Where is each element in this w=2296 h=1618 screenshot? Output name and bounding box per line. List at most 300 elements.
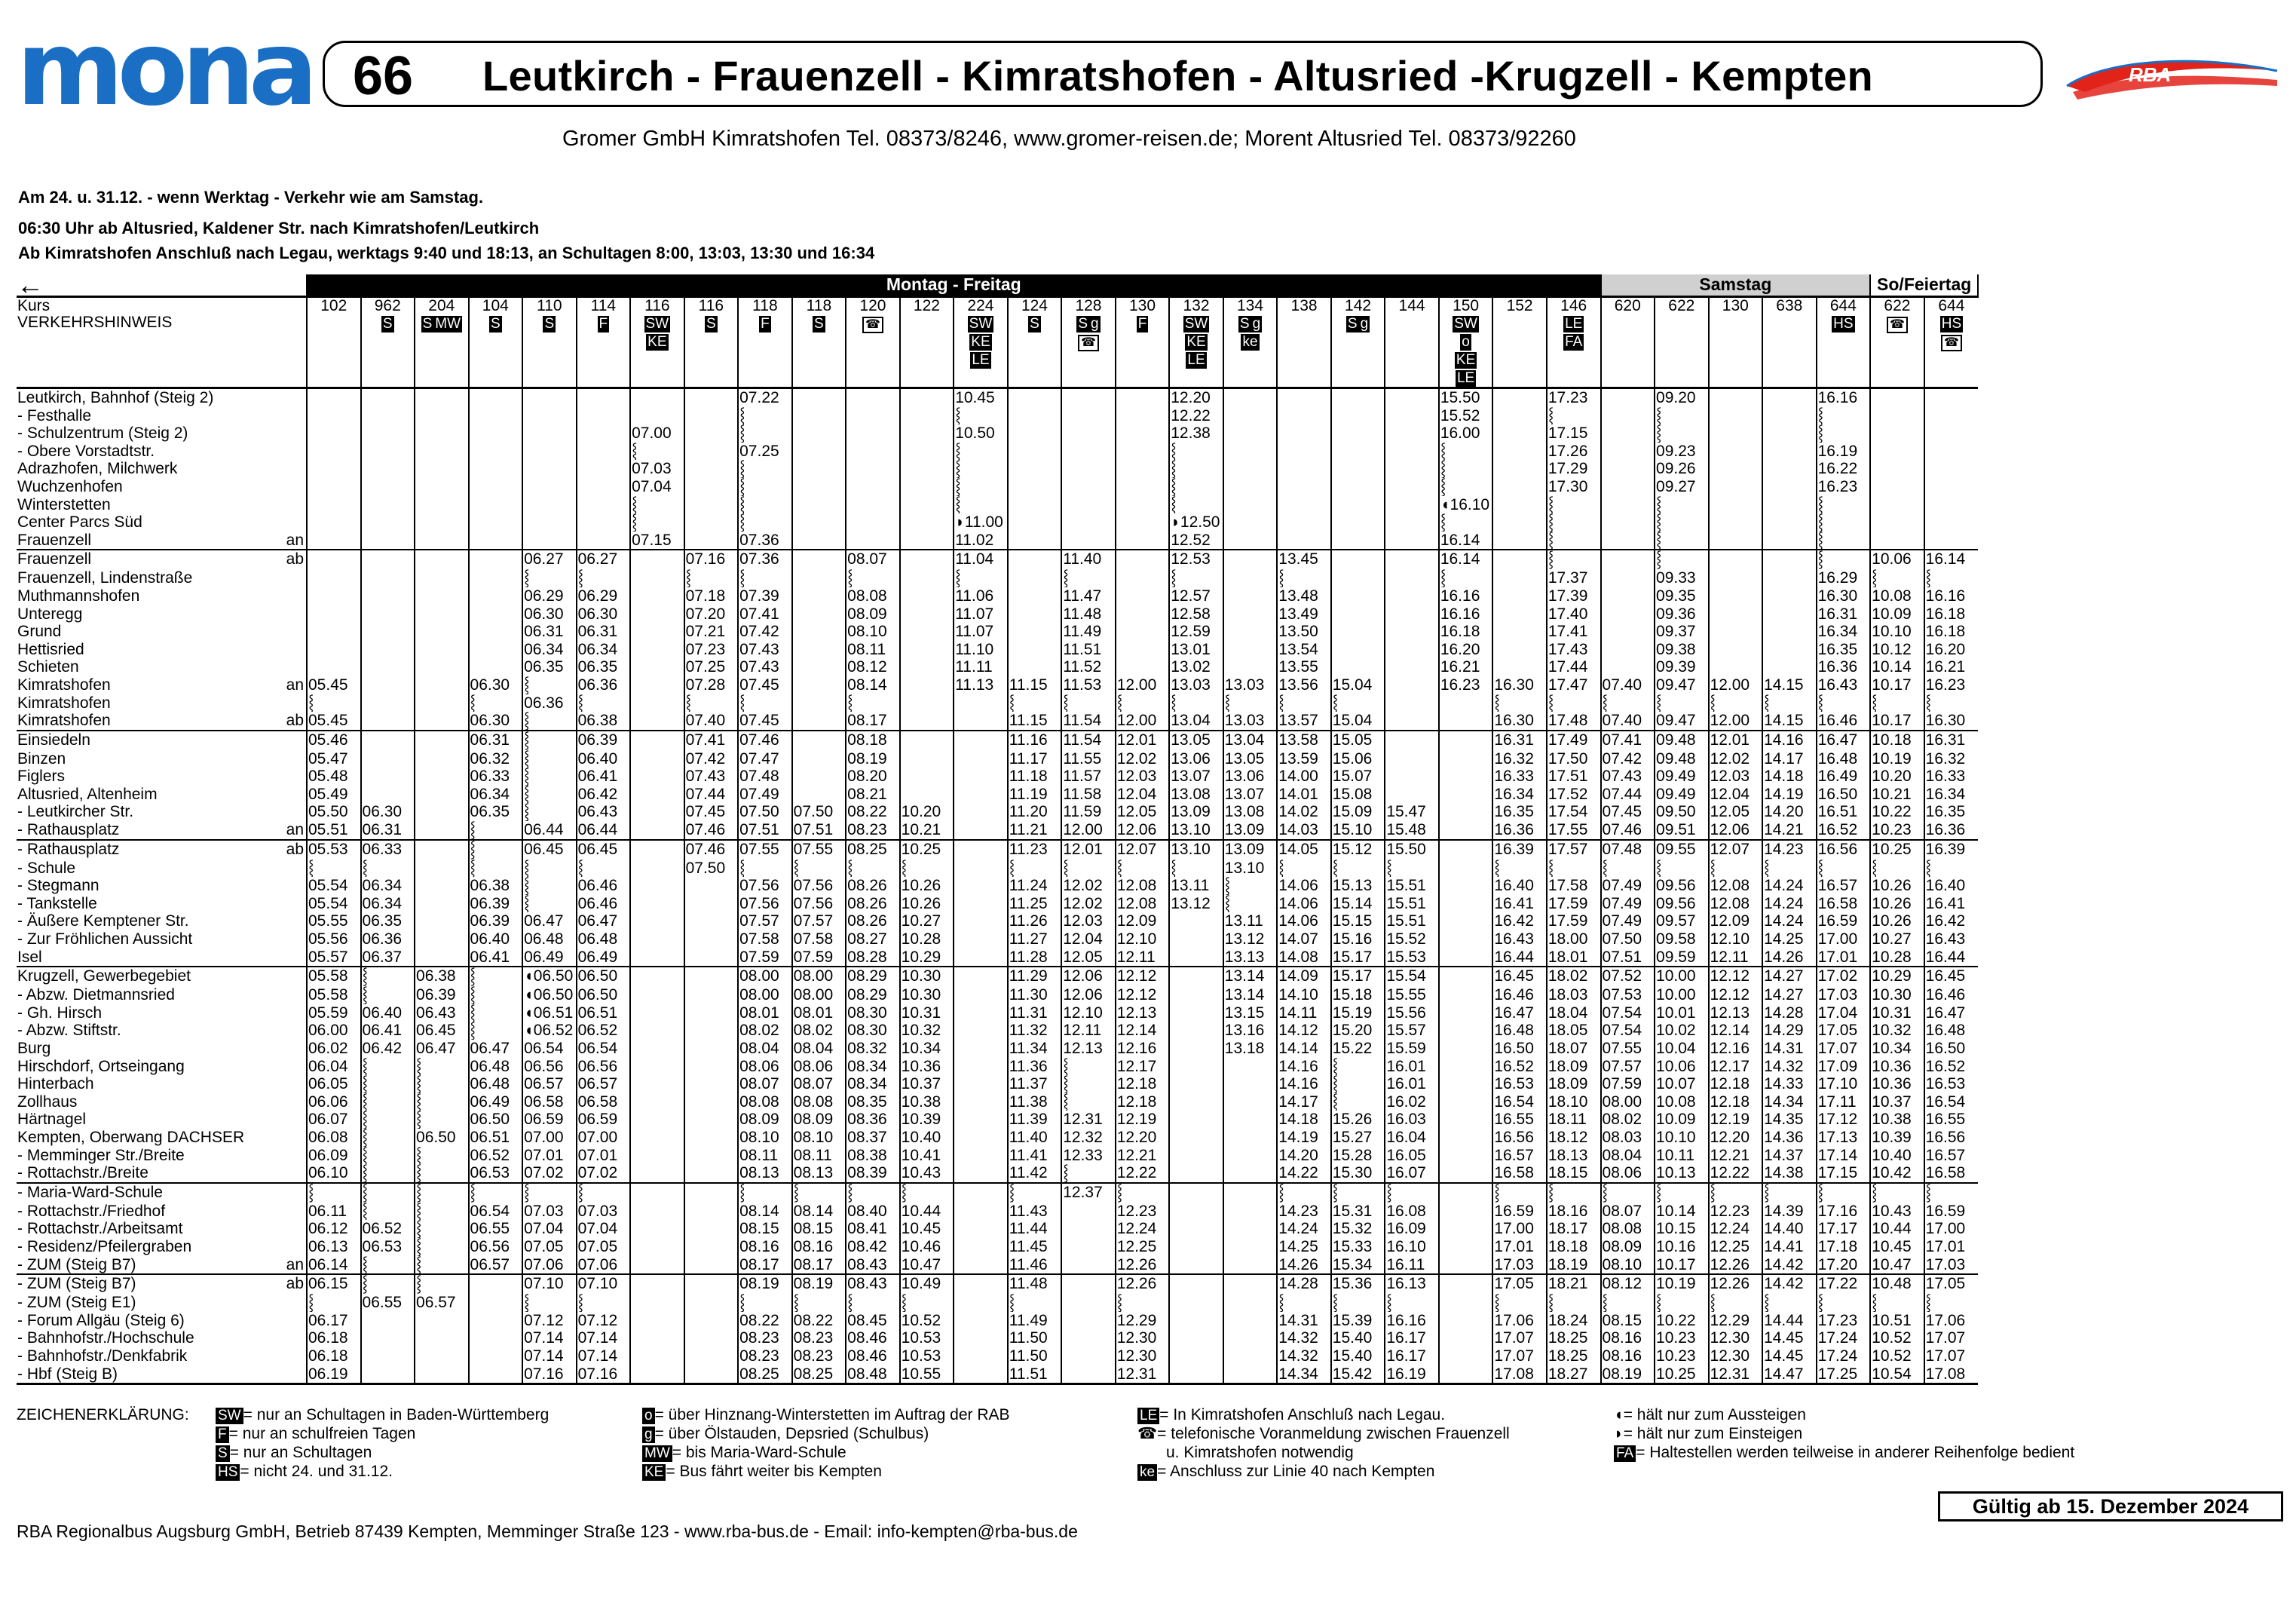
time-cell: 17.14 [1817,1147,1871,1165]
time-cell [1169,1075,1223,1093]
time-cell: 17.13 [1817,1129,1871,1147]
time-cell: 11.51 [1061,641,1116,659]
time-cell: 13.03 [1223,712,1278,731]
time-cell: 07.59 [738,948,792,967]
arrival-departure-marker [279,912,307,930]
time-cell: 08.06 [792,1058,846,1076]
time-cell: 13.57 [1277,712,1331,731]
time-cell: 08.18 [846,731,900,750]
time-cell [954,967,1008,986]
time-cell: 06.48 [577,930,631,948]
time-cell: 12.09 [1116,912,1170,930]
course-code-badge: S [706,316,716,332]
arrival-departure-marker [279,1093,307,1111]
time-cell: ⸾ [1008,860,1062,878]
time-cell: ⸾ [522,1294,577,1312]
stop-name: - Abzw. Stiftstr. [17,1022,121,1040]
course-code-badge: LE [1187,352,1205,368]
time-cell [792,496,846,514]
time-cell: 16.17 [1385,1347,1439,1365]
time-cell [307,532,361,550]
time-cell: 13.08 [1223,803,1278,821]
time-cell: 10.40 [900,1129,954,1147]
time-cell [900,407,954,425]
time-cell [1709,513,1763,532]
time-cell: 17.54 [1547,803,1601,821]
time-cell [415,694,469,712]
time-cell: 08.17 [846,712,900,731]
time-cell: 16.44 [1492,948,1547,967]
time-cell: 10.12 [1870,641,1924,659]
time-cell: 10.17 [1870,712,1924,731]
time-cell: ⸾ [792,1294,846,1312]
time-cell: 12.20 [1116,1129,1170,1147]
time-cell [630,1058,684,1076]
time-cell: 08.43 [846,1274,900,1294]
time-cell: 17.30 [1547,478,1601,496]
time-cell: 16.18 [1924,623,1979,641]
time-cell: 10.52 [1870,1329,1924,1347]
time-cell: 16.54 [1924,1093,1979,1111]
time-cell: 14.02 [1277,803,1331,821]
time-cell [1277,388,1331,407]
time-cell [361,1312,415,1330]
arrival-departure-marker [279,1183,307,1203]
time-cell: 08.22 [792,1312,846,1330]
time-cell: 16.56 [1817,840,1871,860]
time-cell: 18.13 [1547,1147,1601,1165]
time-cell: 13.05 [1223,750,1278,768]
course-header [954,297,1008,388]
time-cell: ⸾ [1331,1093,1385,1111]
time-cell [415,605,469,624]
time-cell: 12.04 [1709,786,1763,804]
time-cell: 13.50 [1277,623,1331,641]
time-cell: 07.00 [577,1129,631,1147]
time-cell: 11.18 [1008,768,1062,786]
time-cell: ⸾ [1331,860,1385,878]
time-cell: ⸾ [415,1164,469,1183]
time-cell [684,1040,739,1058]
time-cell [415,821,469,840]
time-cell: 07.42 [738,623,792,641]
time-cell: 12.32 [1061,1129,1116,1147]
time-cell [1061,443,1116,461]
time-cell: 12.18 [1709,1093,1763,1111]
course-header [1223,297,1278,388]
time-cell: 11.15 [1008,712,1062,731]
time-cell: 06.54 [522,1040,577,1058]
time-cell: ⸾ [1331,1183,1385,1203]
stop-name: - Obere Vorstadtstr. [17,442,155,460]
time-cell: ⸾ [1817,532,1871,550]
time-cell: 07.14 [577,1347,631,1365]
time-cell [307,641,361,659]
table-row [17,967,1978,986]
course-number: 224 [967,297,994,314]
time-cell: ⸾ [1655,513,1709,532]
time-cell [1385,768,1439,786]
time-cell [1601,388,1655,407]
time-cell: ◖06.51 [522,1004,577,1022]
time-cell [630,1347,684,1365]
time-cell: 14.27 [1762,986,1817,1004]
course-code-badge: FA [1565,334,1583,350]
time-cell: 07.14 [522,1329,577,1347]
time-cell: 15.17 [1331,948,1385,967]
legend-item [1137,1462,1434,1481]
time-cell [415,478,469,496]
time-cell: 08.02 [738,1022,792,1040]
time-cell: 16.52 [1492,1058,1547,1076]
time-cell: 07.46 [1601,821,1655,840]
time-cell [415,1365,469,1384]
time-cell [900,569,954,587]
time-cell: 05.47 [307,750,361,768]
course-number: 644 [1938,297,1965,314]
time-cell [1008,513,1062,532]
time-cell: 09.39 [1655,658,1709,676]
legend-text: = nur an schulfreien Tagen [228,1425,416,1442]
time-cell: 11.50 [1008,1329,1062,1347]
table-row [17,1256,1978,1275]
time-cell [684,478,739,496]
time-cell [1762,623,1817,641]
time-cell [1870,478,1924,496]
table-row [17,1347,1978,1365]
time-cell [1223,1111,1278,1129]
time-cell [900,694,954,712]
arrival-departure-marker: an [286,676,304,694]
time-cell [1169,1111,1223,1129]
time-cell: 11.16 [1008,731,1062,750]
time-cell [307,605,361,624]
time-cell: 06.30 [522,605,577,624]
time-cell: 16.48 [1817,750,1871,768]
time-cell: 16.35 [1492,803,1547,821]
time-cell: 06.38 [469,877,523,895]
time-cell: 11.59 [1061,803,1116,821]
time-cell [1601,623,1655,641]
course-number: 152 [1506,297,1533,314]
time-cell: 06.40 [361,1004,415,1022]
time-cell: 07.16 [684,550,739,569]
time-cell [1601,478,1655,496]
time-cell [469,1347,523,1365]
legend-code-badge: o [642,1408,655,1424]
time-cell: 08.15 [1601,1312,1655,1330]
time-cell: ⸾ [1817,550,1871,569]
time-cell: 16.35 [1817,641,1871,659]
time-cell: 10.02 [1655,1022,1709,1040]
time-cell: 06.17 [307,1312,361,1330]
time-cell: ⸾ [738,460,792,478]
time-cell [361,750,415,768]
time-cell [1223,658,1278,676]
mona-logo: mona [17,10,312,129]
time-cell: 12.09 [1709,912,1763,930]
course-code-badge: SW [969,316,993,332]
time-cell: ⸾ [1870,1294,1924,1312]
time-cell: 16.31 [1492,731,1547,750]
time-cell: 06.41 [469,948,523,967]
time-cell: 10.40 [1870,1147,1924,1165]
time-cell: 08.14 [738,1203,792,1221]
time-cell: 14.36 [1762,1129,1817,1147]
time-cell: 13.54 [1277,641,1331,659]
time-cell: 10.14 [1655,1203,1709,1221]
time-cell [1061,1220,1116,1238]
time-cell: 16.42 [1492,912,1547,930]
time-cell [1709,587,1763,605]
time-cell: 12.06 [1116,821,1170,840]
time-cell [954,912,1008,930]
time-cell: 10.32 [900,1022,954,1040]
time-cell [469,1365,523,1384]
time-cell: ⸾ [1817,513,1871,532]
stop-name: - Abzw. Dietmannsried [17,986,175,1004]
time-cell: 06.41 [361,1022,415,1040]
time-cell [954,1183,1008,1203]
time-cell: 12.17 [1116,1058,1170,1076]
time-cell [1762,641,1817,659]
time-cell: 10.36 [1870,1075,1924,1093]
time-cell [1223,1274,1278,1294]
time-cell: 11.29 [1008,967,1062,986]
legend-text: = hält nur zum Einsteigen [1623,1425,1803,1442]
time-cell [630,694,684,712]
time-cell: 16.36 [1817,658,1871,676]
legend-code-badge: HS [216,1464,240,1481]
time-cell: ⸾ [1870,569,1924,587]
time-cell: 08.10 [846,623,900,641]
time-cell: ◖16.10 [1439,496,1493,514]
stop-name: Hettisried [17,640,84,658]
arrival-departure-marker: an [286,531,304,549]
time-cell: 10.28 [900,930,954,948]
time-cell: 08.00 [792,986,846,1004]
time-cell [469,478,523,496]
time-cell: 12.20 [1709,1129,1763,1147]
time-cell [1439,1075,1493,1093]
time-cell: 14.06 [1277,877,1331,895]
time-cell: ⸾ [954,460,1008,478]
time-cell: 11.13 [954,676,1008,694]
stop-name: Grund [17,623,62,641]
table-row [17,768,1978,786]
time-cell: 15.51 [1385,877,1439,895]
time-cell [630,587,684,605]
time-cell: 17.17 [1817,1220,1871,1238]
time-cell: 18.18 [1547,1238,1601,1256]
time-cell: 17.05 [1492,1274,1547,1294]
time-cell: ⸾ [1492,694,1547,712]
time-cell [684,424,739,443]
time-cell [1709,532,1763,550]
validity-date: Gültig ab 15. Dezember 2024 [1938,1491,2283,1521]
time-cell [415,840,469,860]
time-cell: 15.50 [1385,840,1439,860]
time-cell [1116,407,1170,425]
time-cell [1762,478,1817,496]
stop-name: Binzen [17,749,66,768]
time-cell: 12.16 [1709,1040,1763,1058]
time-cell: 06.49 [577,948,631,967]
time-cell: 17.15 [1547,424,1601,443]
time-cell: ⸾ [792,1183,846,1203]
time-cell: 07.46 [684,840,739,860]
time-cell [469,496,523,514]
time-cell: 10.06 [1870,550,1924,569]
time-cell [1870,407,1924,425]
time-cell [1008,532,1062,550]
time-cell: 12.52 [1169,532,1223,550]
time-cell [1492,424,1547,443]
time-cell: ⸾ [361,967,415,986]
stop-name: - Rottachstr./Friedhof [17,1202,166,1220]
time-cell: ⸾ [1439,460,1493,478]
time-cell: 16.16 [1439,587,1493,605]
course-number: 104 [482,297,509,314]
time-cell: 17.00 [1492,1220,1547,1238]
time-cell: 10.14 [1870,658,1924,676]
stop-name: - Bahnhofstr./Hochschule [17,1329,194,1347]
time-cell: 12.05 [1061,948,1116,967]
time-cell: ⸾ [738,407,792,425]
time-cell: 08.29 [846,967,900,986]
time-cell: 06.53 [469,1164,523,1183]
time-cell: 11.27 [1008,930,1062,948]
time-cell [1061,1329,1116,1347]
time-cell: 07.55 [738,840,792,860]
time-cell: ⸾ [1116,860,1170,878]
time-cell: 18.27 [1547,1365,1601,1384]
time-cell: 18.25 [1547,1347,1601,1365]
time-cell: ⸾ [1439,443,1493,461]
time-cell [1709,424,1763,443]
time-cell: 17.49 [1547,731,1601,750]
time-cell [846,407,900,425]
time-cell [361,424,415,443]
time-cell: 06.02 [307,1040,361,1058]
time-cell: 09.26 [1655,460,1709,478]
time-cell: 15.06 [1331,750,1385,768]
time-cell: 14.08 [1277,948,1331,967]
table-row [17,694,1978,712]
time-cell: ⸾ [361,1075,415,1093]
course-header [1547,297,1601,388]
time-cell: 07.15 [630,532,684,550]
time-cell [684,443,739,461]
time-cell: 12.57 [1169,587,1223,605]
time-cell: 13.13 [1223,948,1278,967]
time-cell: ⸾ [361,986,415,1004]
time-cell: 16.50 [1817,786,1871,804]
time-cell: 17.55 [1547,821,1601,840]
time-cell: 10.22 [1870,803,1924,821]
time-cell [1762,460,1817,478]
time-cell: 11.44 [1008,1220,1062,1238]
time-cell: 05.56 [307,930,361,948]
time-cell: 11.38 [1008,1093,1062,1111]
time-cell: 07.50 [792,803,846,821]
time-cell: ⸾ [1817,496,1871,514]
time-cell [792,460,846,478]
time-cell: 11.36 [1008,1058,1062,1076]
course-header [1061,297,1116,388]
time-cell: 10.04 [1655,1040,1709,1058]
time-cell [522,443,577,461]
note-altusried: 06:30 Uhr ab Altusried, Kaldener Str. nach Kimratshofen/Leutkirch [18,219,540,237]
time-cell [1008,443,1062,461]
time-cell [954,860,1008,878]
time-cell: 16.20 [1439,641,1493,659]
time-cell [1924,460,1979,478]
stop-name: Unteregg [17,605,83,623]
table-row [17,895,1978,913]
time-cell [900,587,954,605]
time-cell [469,1274,523,1294]
time-cell [900,424,954,443]
time-cell: 14.10 [1277,986,1331,1004]
traffic-note-label: VERKEHRSHINWEIS [17,314,173,331]
time-cell: 06.57 [469,1256,523,1275]
time-cell [1709,460,1763,478]
time-cell [469,443,523,461]
time-cell [1169,1347,1223,1365]
time-cell: 08.22 [846,803,900,821]
time-cell [1385,532,1439,550]
stop-name: - Rottachstr./Breite [17,1164,148,1182]
time-cell: 07.05 [522,1238,577,1256]
time-cell: 11.49 [1061,623,1116,641]
time-cell [307,424,361,443]
time-cell: 07.43 [738,658,792,676]
time-cell: 06.31 [361,821,415,840]
time-cell [1762,388,1817,407]
stop-name: Härtnagel [17,1111,87,1129]
time-cell: 12.30 [1116,1347,1170,1365]
time-cell: 10.45 [954,388,1008,407]
stop-name: - Tankstelle [17,894,97,912]
time-cell: 06.31 [469,731,523,750]
stop-name: - Rathausplatz [17,840,279,860]
time-cell [1439,840,1493,860]
time-cell [1061,513,1116,532]
time-cell [1169,986,1223,1004]
time-cell: 10.47 [1870,1256,1924,1275]
time-cell: 13.06 [1223,768,1278,786]
time-cell: 10.39 [1870,1129,1924,1147]
time-cell [1385,731,1439,750]
time-cell: ⸾ [846,1183,900,1203]
time-cell [415,1312,469,1330]
time-cell: 06.18 [307,1329,361,1347]
time-cell [522,478,577,496]
time-cell: 06.48 [522,930,577,948]
time-cell: ⸾ [361,860,415,878]
time-cell [792,658,846,676]
time-cell [1601,532,1655,550]
time-cell [415,443,469,461]
stop-marker-icon: ◗ [1614,1425,1624,1442]
time-cell: 14.45 [1762,1329,1817,1347]
time-cell: 07.00 [522,1129,577,1147]
time-cell: 07.54 [1601,1022,1655,1040]
time-cell: 07.40 [1601,676,1655,694]
time-cell: 06.41 [577,768,631,786]
time-cell: 06.48 [469,1075,523,1093]
